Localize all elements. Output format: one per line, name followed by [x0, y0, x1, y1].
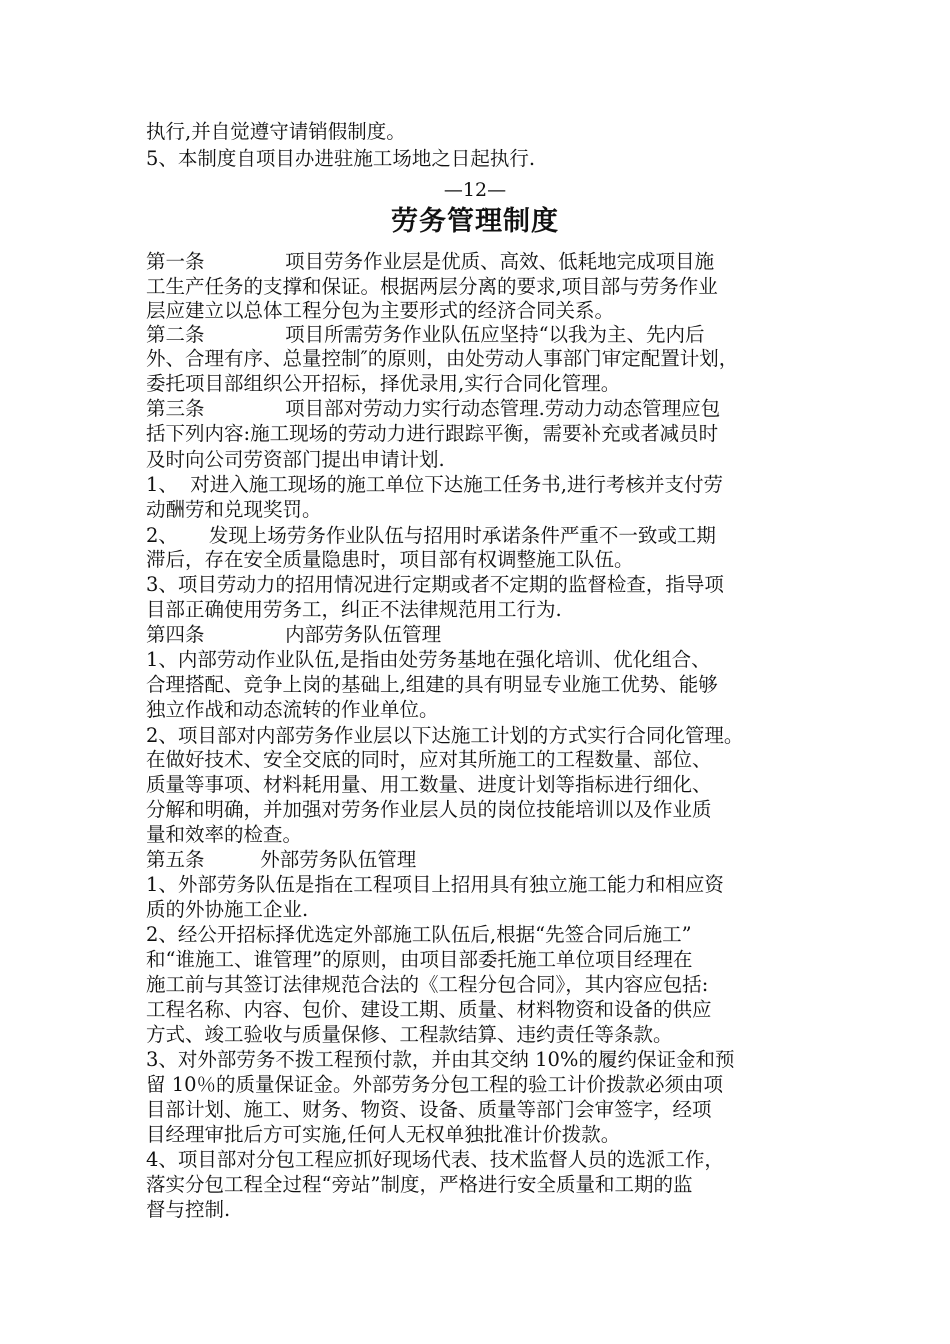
text-line: 第五条 外部劳务队伍管理 [146, 848, 417, 871]
text-line: 工程名称、内容、包价、建设工期、质量、材料物资和设备的供应 [146, 998, 712, 1021]
text-line: 1、外部劳务队伍是指在工程项目上招用具有独立施工能力和相应资 [146, 873, 724, 896]
text-line: 1、 对进入施工现场的施工单位下达施工任务书,进行考核并支付劳 [146, 473, 724, 496]
text-line: 目部计划、施工、财务、物资、设备、质量等部门会审签字，经项 [146, 1098, 712, 1121]
text-line: 目经理审批后方可实施,任何人无权单独批准计价拨款。 [146, 1123, 621, 1146]
text-line: 动酬劳和兑现奖罚。 [146, 498, 322, 521]
text-line: 及时向公司劳资部门提出申请计划. [146, 448, 445, 471]
text-line: 合理搭配、竞争上岗的基础上,组建的具有明显专业施工优势、能够 [146, 673, 718, 696]
page-number: —12— [443, 179, 507, 201]
text-line: 2、 发现上场劳务作业队伍与招用时承诺条件严重不一致或工期 [146, 524, 716, 547]
text-line: 滞后，存在安全质量隐患时，项目部有权调整施工队伍。 [146, 548, 634, 571]
text-line: 留 10％的质量保证金。外部劳务分包工程的验工计价拨款必须由项 [146, 1073, 724, 1096]
text-line: 5、本制度自项目办进驻施工场地之日起执行. [146, 147, 536, 170]
text-line: 方式、竣工验收与质量保修、工程款结算、违约责任等条款。 [146, 1023, 673, 1046]
text-line: 括下列内容:施工现场的劳动力进行跟踪平衡，需要补充或者减员时 [146, 422, 719, 445]
text-line: 在做好技术、安全交底的同时，应对其所施工的工程数量、部位、 [146, 748, 712, 771]
text-line: 分解和明确，并加强对劳务作业层人员的岗位技能培训以及作业质 [146, 798, 712, 821]
text-line: 委托项目部组织公开招标，择优录用,实行合同化管理。 [146, 372, 621, 395]
text-line: 2、项目部对内部劳务作业层以下达施工计划的方式实行合同化管理。 [146, 724, 744, 747]
text-line: 落实分包工程全过程“旁站”制度，严格进行安全质量和工期的监 [146, 1173, 693, 1196]
text-line: 施工前与其签订法律规范合法的《工程分包合同》，其内容应包括: [146, 973, 709, 996]
page-title: 劳务管理制度 [391, 206, 559, 237]
text-line: 1、内部劳动作业队伍,是指由处劳务基地在强化培训、优化组合、 [146, 648, 711, 671]
text-line: 4、项目部对分包工程应抓好现场代表、技术监督人员的选派工作， [146, 1148, 724, 1171]
text-line: 第四条 内部劳务队伍管理 [146, 623, 442, 646]
text-line: 质量等事项、材料耗用量、用工数量、进度计划等指标进行细化、 [146, 773, 712, 796]
text-line: 质的外协施工企业. [146, 898, 309, 921]
text-line: 3、项目劳动力的招用情况进行定期或者不定期的监督检查，指导项 [146, 573, 724, 596]
text-line: 和“谁施工、谁管理”的原则，由项目部委托施工单位项目经理在 [146, 948, 693, 971]
text-line: 第三条 项目部对劳动力实行动态管理.劳动力动态管理应包 [146, 397, 721, 420]
text-line: 执行,并自觉遵守请销假制度。 [146, 120, 406, 143]
text-line: 2、经公开招标择优选定外部施工队伍后,根据“先签合同后施工” [146, 923, 692, 946]
text-line: 工生产任务的支撑和保证。根据两层分离的要求,项目部与劳务作业 [146, 275, 718, 298]
text-line: 第一条 项目劳务作业层是优质、高效、低耗地完成项目施 [146, 250, 715, 273]
text-line: 3、对外部劳务不拨工程预付款，并由其交纳 10%的履约保证金和预 [146, 1048, 735, 1071]
text-line: 第二条 项目所需劳务作业队伍应坚持“以我为主、先内后 [146, 323, 705, 346]
text-line: 督与控制. [146, 1198, 231, 1221]
text-line: 量和效率的检查。 [146, 823, 303, 846]
text-line: 层应建立以总体工程分包为主要形式的经济合同关系。 [146, 299, 615, 322]
text-line: 外、合理有序、总量控制″的原则，由处劳动人事部门审定配置计划， [146, 347, 739, 370]
text-line: 目部正确使用劳务工，纠正不法律规范用工行为. [146, 598, 562, 621]
text-line: 独立作战和动态流转的作业单位。 [146, 698, 439, 721]
